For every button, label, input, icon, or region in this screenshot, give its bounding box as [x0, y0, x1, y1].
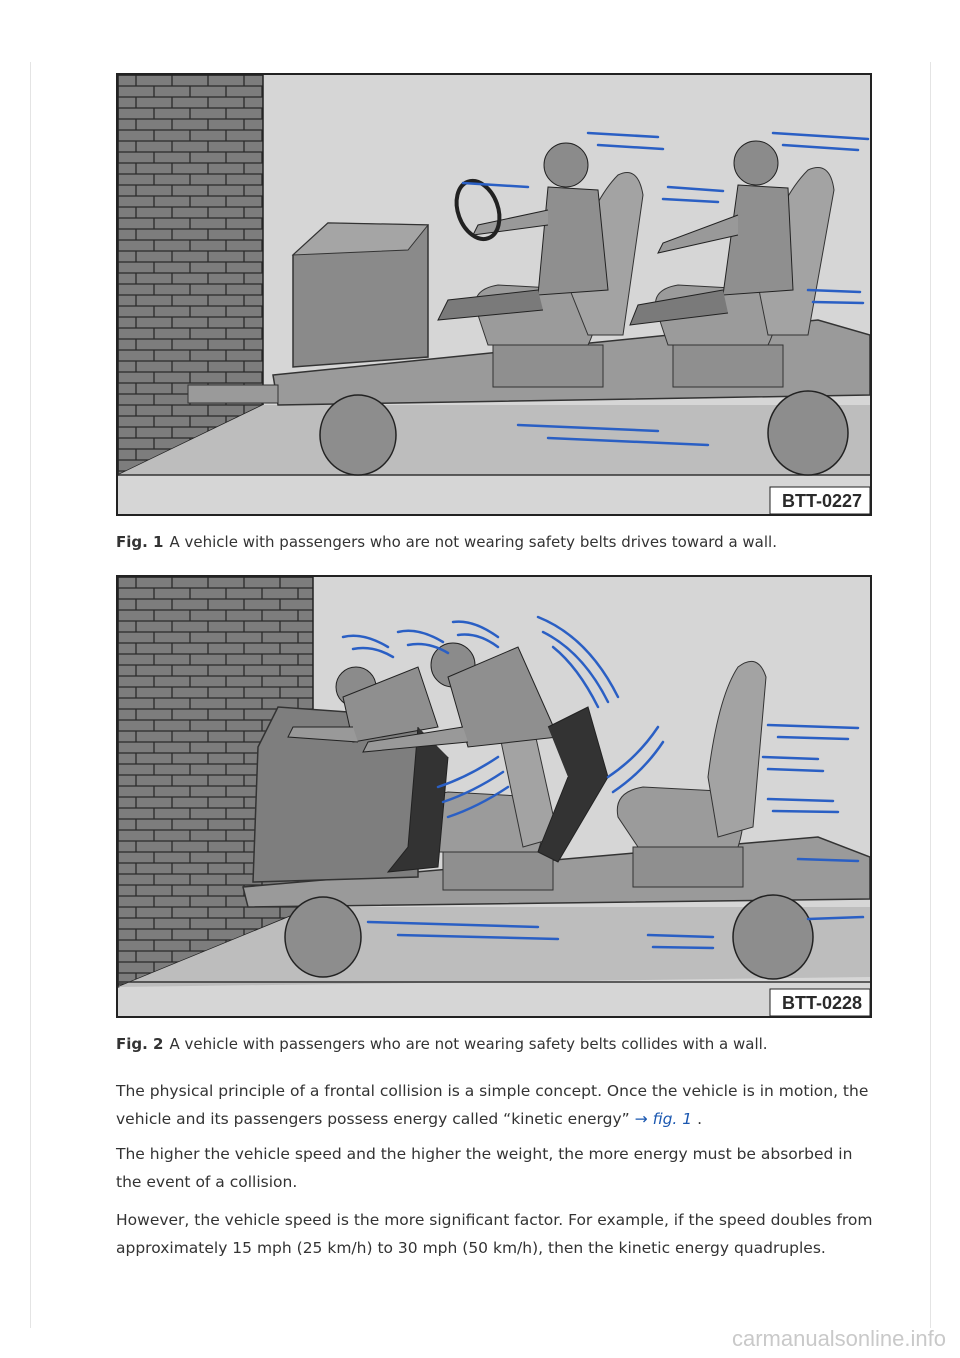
figure-code-tag: BTT-0227 — [781, 491, 862, 511]
paragraph-kinetic-energy — [116, 1077, 876, 1133]
figure-2-illustration — [116, 575, 872, 1018]
page-margin-line-right — [930, 62, 931, 1328]
paragraph-speed-factor: However, the vehicle speed is the more significant factor. For example, if the speed doubles from approximately 15 mph (25 km/h) to 30 mph (50 km/h), then the kinetic energy quadruples. — [116, 1211, 873, 1257]
caption-text: A vehicle with passengers who are not wearing safety belts collides with a wall. — [169, 1035, 768, 1053]
arrow-icon: → — [634, 1110, 648, 1128]
caption-text: A vehicle with passengers who are not wearing safety belts drives toward a wall. — [169, 533, 777, 551]
watermark: carmanualsonline.info — [731, 1326, 946, 1351]
figure-1-caption — [116, 532, 876, 552]
caption-number: Fig. 2 — [116, 1035, 164, 1053]
figure-2-caption — [116, 1034, 876, 1054]
figure-code-tag: BTT-0228 — [781, 993, 862, 1013]
paragraph-text: The physical principle of a frontal collision is a simple concept. Once the vehicle is in motion, the vehicle and its passengers possess energy called “kinetic energy” — [116, 1082, 869, 1128]
figure-1-illustration — [116, 73, 872, 516]
figure-1-link[interactable]: fig. 1 — [652, 1110, 693, 1128]
paragraph-speed-weight: The higher the vehicle speed and the higher the weight, the more energy must be absorbed in the event of a collision. — [116, 1145, 853, 1191]
page-margin-line-left — [30, 62, 31, 1328]
caption-number: Fig. 1 — [116, 533, 164, 551]
paragraph-end: . — [692, 1110, 703, 1128]
